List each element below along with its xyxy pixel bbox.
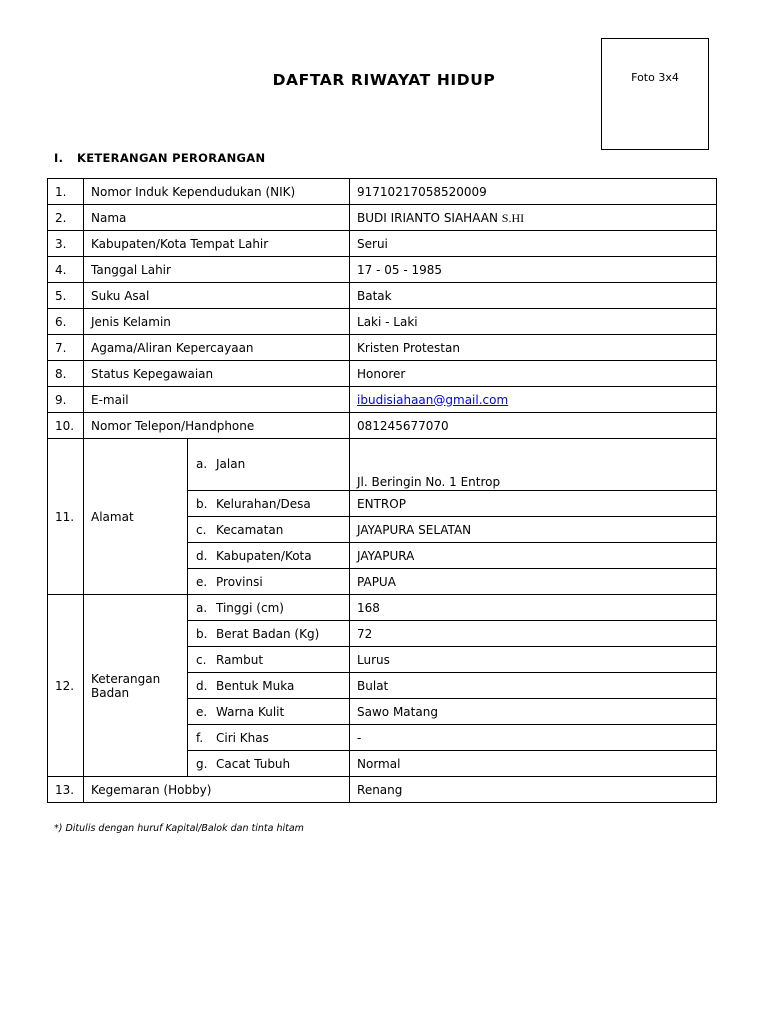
row-label: Nomor Induk Kependudukan (NIK): [84, 179, 350, 205]
section-title: KETERANGAN PERORANGAN: [77, 151, 266, 165]
row-value: Renang: [350, 777, 717, 803]
sub-value: PAPUA: [350, 569, 717, 595]
row-number: 8.: [48, 361, 84, 387]
row-value: Kristen Protestan: [350, 335, 717, 361]
biodata-table: [47, 178, 717, 803]
sub-letter: g.: [196, 756, 208, 771]
sub-letter: b.: [196, 626, 208, 641]
photo-placeholder: [601, 38, 709, 150]
sub-label: [188, 673, 350, 699]
row-value: [350, 205, 717, 231]
row-label: Agama/Aliran Kepercayaan: [84, 335, 350, 361]
sub-label: [188, 517, 350, 543]
row-label: Nama: [84, 205, 350, 231]
row-value: [350, 387, 717, 413]
sub-value: JAYAPURA SELATAN: [350, 517, 717, 543]
sub-value: ENTROP: [350, 491, 717, 517]
footnote: *) Ditulis dengan huruf Kapital/Balok dan tinta hitam: [54, 823, 304, 834]
table-row: [48, 257, 717, 283]
sub-text: Berat Badan (Kg): [216, 626, 320, 641]
sub-label: [188, 725, 350, 751]
sub-text: Kecamatan: [216, 522, 284, 537]
row-value: Honorer: [350, 361, 717, 387]
section-number: I.: [54, 151, 64, 165]
sub-letter: c.: [196, 652, 207, 667]
sub-value: 168: [350, 595, 717, 621]
row-number: 5.: [48, 283, 84, 309]
sub-letter: d.: [196, 548, 208, 563]
sub-text: Kabupaten/Kota: [216, 548, 312, 563]
table-row: [48, 595, 717, 621]
table-row: [48, 283, 717, 309]
sub-value: Lurus: [350, 647, 717, 673]
sub-letter: e.: [196, 574, 208, 589]
sub-label: [188, 543, 350, 569]
sub-text: Warna Kulit: [216, 704, 285, 719]
table-row: [48, 309, 717, 335]
sub-value: Jl. Beringin No. 1 Entrop: [350, 439, 717, 491]
alamat-label: Alamat: [84, 439, 188, 595]
row-number: 3.: [48, 231, 84, 257]
sub-label: [188, 751, 350, 777]
table-row: [48, 387, 717, 413]
row-label: Kegemaran (Hobby): [84, 777, 350, 803]
row-number: 12.: [48, 595, 84, 777]
row-label: Nomor Telepon/Handphone: [84, 413, 350, 439]
sub-label: [188, 647, 350, 673]
table-row: [48, 179, 717, 205]
sub-letter: d.: [196, 678, 208, 693]
row-value: Batak: [350, 283, 717, 309]
table-row: [48, 205, 717, 231]
row-number: 2.: [48, 205, 84, 231]
sub-label: [188, 439, 350, 491]
sub-text: Cacat Tubuh: [216, 756, 291, 771]
row-value: Laki - Laki: [350, 309, 717, 335]
table-row: [48, 413, 717, 439]
sub-text: Bentuk Muka: [216, 678, 295, 693]
sub-value: JAYAPURA: [350, 543, 717, 569]
row-label: Status Kepegawaian: [84, 361, 350, 387]
row-number: 6.: [48, 309, 84, 335]
badan-label: Keterangan Badan: [84, 595, 188, 777]
sub-label: [188, 491, 350, 517]
row-label: E-mail: [84, 387, 350, 413]
row-label: Jenis Kelamin: [84, 309, 350, 335]
sub-label: [188, 621, 350, 647]
row-number: 10.: [48, 413, 84, 439]
email-link[interactable]: ibudisiahaan@gmail.com: [357, 392, 509, 407]
sub-letter: b.: [196, 496, 208, 511]
sub-value: 72: [350, 621, 717, 647]
name-value: BUDI IRIANTO SIAHAAN: [357, 210, 498, 225]
photo-label: Foto 3x4: [631, 71, 679, 84]
sub-value: Bulat: [350, 673, 717, 699]
row-value: 081245677070: [350, 413, 717, 439]
sub-value: -: [350, 725, 717, 751]
sub-text: Provinsi: [216, 574, 263, 589]
sub-letter: f.: [196, 730, 204, 745]
name-title-suffix: S.HI: [501, 210, 525, 225]
row-value: Serui: [350, 231, 717, 257]
sub-text: Ciri Khas: [216, 730, 269, 745]
row-label: Tanggal Lahir: [84, 257, 350, 283]
sub-letter: a.: [196, 457, 208, 471]
row-number: 1.: [48, 179, 84, 205]
sub-label: [188, 595, 350, 621]
row-value: 17 - 05 - 1985: [350, 257, 717, 283]
table-row: [48, 231, 717, 257]
row-label: Suku Asal: [84, 283, 350, 309]
sub-text: Jalan: [216, 457, 246, 471]
row-label: Kabupaten/Kota Tempat Lahir: [84, 231, 350, 257]
document-title: DAFTAR RIWAYAT HIDUP: [272, 71, 496, 89]
sub-text: Kelurahan/Desa: [216, 496, 311, 511]
sub-letter: e.: [196, 704, 208, 719]
row-number: 4.: [48, 257, 84, 283]
sub-letter: a.: [196, 600, 208, 615]
sub-label: [188, 569, 350, 595]
row-number: 11.: [48, 439, 84, 595]
row-number: 9.: [48, 387, 84, 413]
row-value: 91710217058520009: [350, 179, 717, 205]
sub-label: [188, 699, 350, 725]
sub-text: Tinggi (cm): [216, 600, 284, 615]
table-row: [48, 335, 717, 361]
section-heading: [54, 151, 265, 165]
row-number: 13.: [48, 777, 84, 803]
sub-text: Rambut: [216, 652, 264, 667]
table-row: [48, 361, 717, 387]
table-row: [48, 439, 717, 491]
sub-letter: c.: [196, 522, 207, 537]
row-number: 7.: [48, 335, 84, 361]
sub-value: Sawo Matang: [350, 699, 717, 725]
sub-value: Normal: [350, 751, 717, 777]
table-row: [48, 777, 717, 803]
